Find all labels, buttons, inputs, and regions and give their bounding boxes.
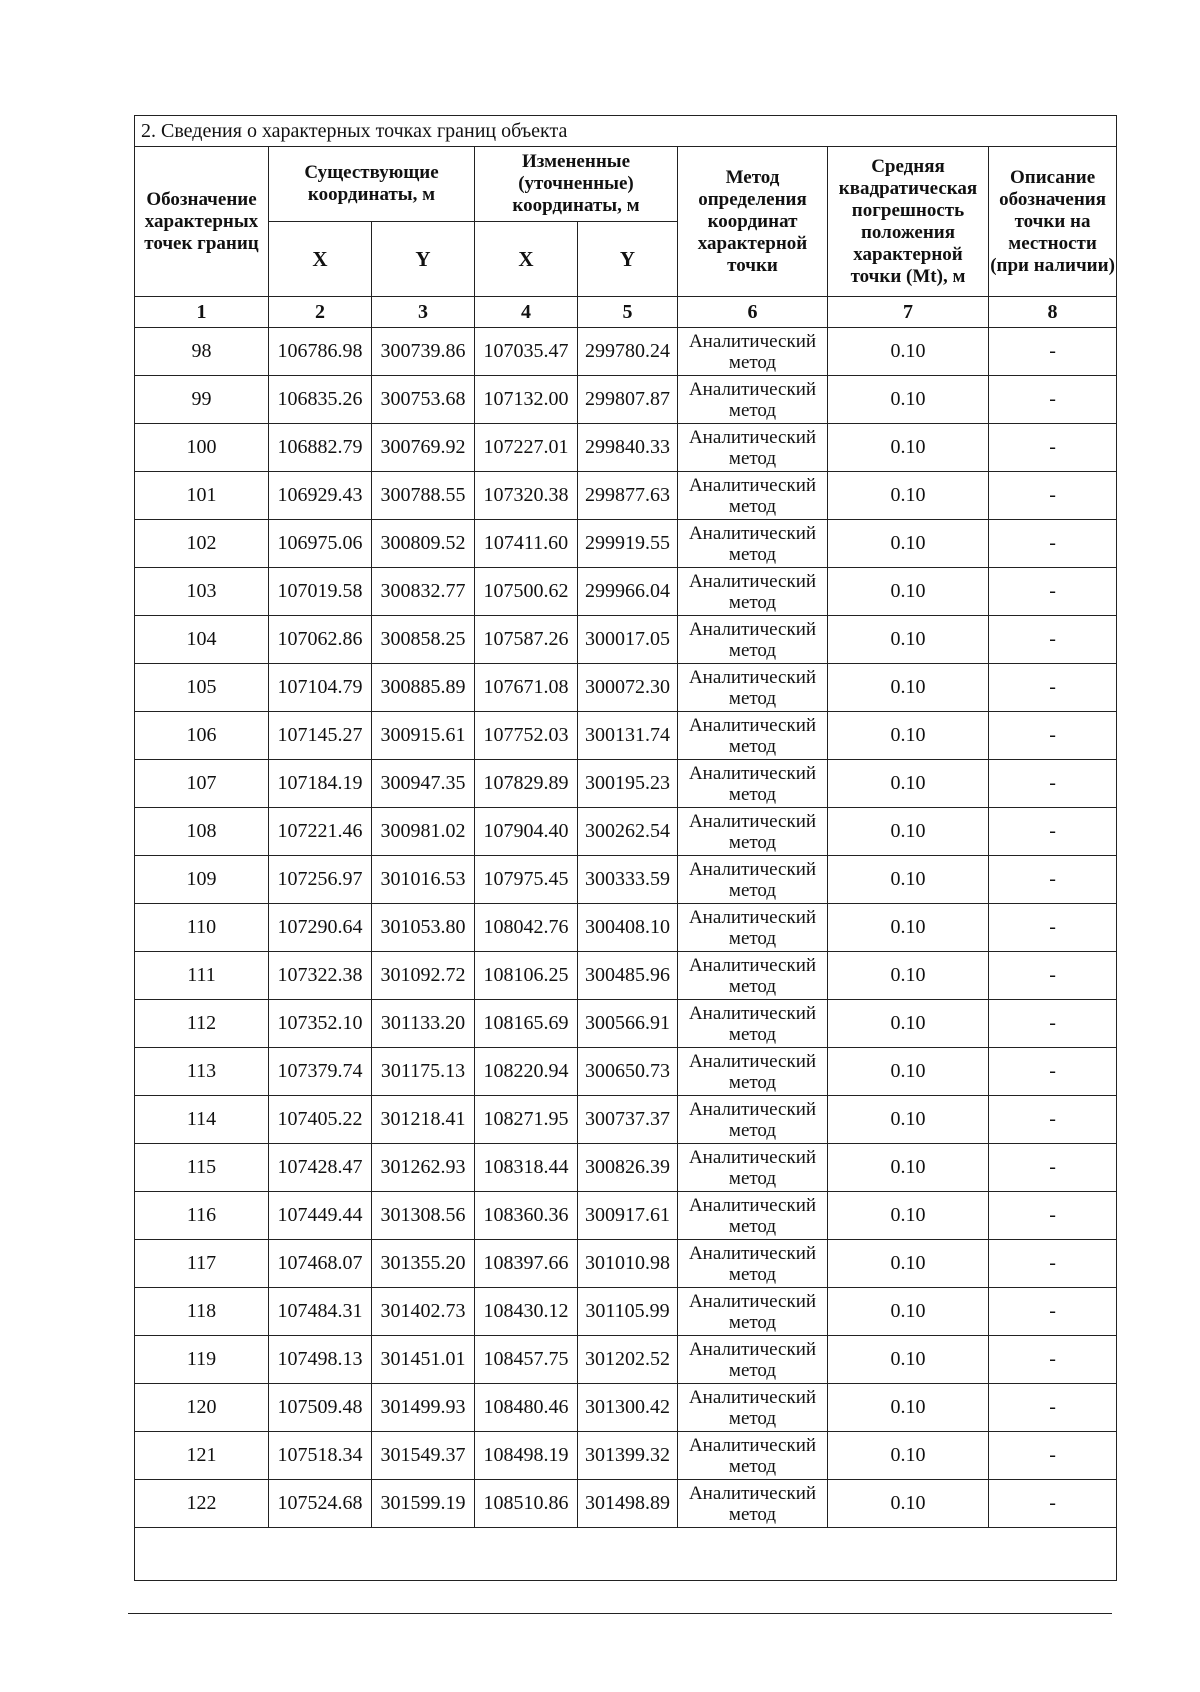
- rms-error-cell: 0.10: [828, 328, 989, 376]
- header-method: Метод определения координат характерной точки: [678, 147, 828, 297]
- changed-y-cell: 299807.87: [578, 376, 678, 424]
- changed-x-cell: 108510.86: [475, 1480, 578, 1528]
- column-number: 4: [475, 297, 578, 328]
- changed-x-cell: 108165.69: [475, 1000, 578, 1048]
- column-number: 8: [989, 297, 1117, 328]
- section-title: 2. Сведения о характерных точках границ объекта: [135, 116, 1117, 147]
- changed-y-cell: 299780.24: [578, 328, 678, 376]
- point-number-cell: 118: [135, 1288, 269, 1336]
- existing-y-cell: 301599.19: [372, 1480, 475, 1528]
- existing-y-cell: 301218.41: [372, 1096, 475, 1144]
- table-row: [135, 1288, 1117, 1336]
- changed-y-cell: 301105.99: [578, 1288, 678, 1336]
- existing-x-cell: 107484.31: [269, 1288, 372, 1336]
- rms-error-cell: 0.10: [828, 712, 989, 760]
- changed-y-cell: 300262.54: [578, 808, 678, 856]
- existing-x-cell: 107104.79: [269, 664, 372, 712]
- rms-error-cell: 0.10: [828, 1288, 989, 1336]
- existing-y-cell: 301308.56: [372, 1192, 475, 1240]
- existing-y-cell: 300788.55: [372, 472, 475, 520]
- point-number-cell: 98: [135, 328, 269, 376]
- existing-x-cell: 106835.26: [269, 376, 372, 424]
- changed-y-cell: 299877.63: [578, 472, 678, 520]
- description-cell: -: [989, 1192, 1117, 1240]
- changed-x-cell: 108360.36: [475, 1192, 578, 1240]
- rms-error-cell: 0.10: [828, 1480, 989, 1528]
- changed-x-cell: 107500.62: [475, 568, 578, 616]
- point-number-cell: 106: [135, 712, 269, 760]
- point-number-cell: 119: [135, 1336, 269, 1384]
- changed-y-cell: 300650.73: [578, 1048, 678, 1096]
- header-rms-error: Средняя квадратическая погрешность положения характерной точки (Mt), м: [828, 147, 989, 297]
- existing-y-cell: 301549.37: [372, 1432, 475, 1480]
- point-number-cell: 102: [135, 520, 269, 568]
- changed-y-cell: 300408.10: [578, 904, 678, 952]
- existing-y-cell: 300832.77: [372, 568, 475, 616]
- description-cell: -: [989, 1432, 1117, 1480]
- existing-y-cell: 301402.73: [372, 1288, 475, 1336]
- rms-error-cell: 0.10: [828, 1240, 989, 1288]
- header-changed-coords: Измененные (уточненные) координаты, м: [475, 147, 678, 222]
- column-number: 6: [678, 297, 828, 328]
- footer-cell: [135, 1528, 1117, 1581]
- changed-x-cell: 107411.60: [475, 520, 578, 568]
- method-cell: Аналитический метод: [678, 376, 828, 424]
- existing-x-cell: 107518.34: [269, 1432, 372, 1480]
- existing-y-cell: 300885.89: [372, 664, 475, 712]
- existing-y-cell: 301016.53: [372, 856, 475, 904]
- existing-y-cell: 300947.35: [372, 760, 475, 808]
- description-cell: -: [989, 1240, 1117, 1288]
- point-number-cell: 122: [135, 1480, 269, 1528]
- description-cell: -: [989, 1384, 1117, 1432]
- existing-y-cell: 301499.93: [372, 1384, 475, 1432]
- table-row: [135, 520, 1117, 568]
- point-number-cell: 100: [135, 424, 269, 472]
- header-existing-x: X: [269, 222, 372, 297]
- description-cell: -: [989, 1048, 1117, 1096]
- changed-x-cell: 108457.75: [475, 1336, 578, 1384]
- table-body: [135, 328, 1117, 1528]
- header-description: Описание обозначения точки на местности (при наличии): [989, 147, 1117, 297]
- table-row: [135, 328, 1117, 376]
- existing-y-cell: 300753.68: [372, 376, 475, 424]
- changed-x-cell: 108220.94: [475, 1048, 578, 1096]
- footer-row: [135, 1528, 1117, 1581]
- method-cell: Аналитический метод: [678, 1480, 828, 1528]
- point-number-cell: 112: [135, 1000, 269, 1048]
- point-number-cell: 113: [135, 1048, 269, 1096]
- table-row: [135, 760, 1117, 808]
- method-cell: Аналитический метод: [678, 952, 828, 1000]
- description-cell: -: [989, 568, 1117, 616]
- existing-x-cell: 107290.64: [269, 904, 372, 952]
- changed-x-cell: 108318.44: [475, 1144, 578, 1192]
- method-cell: Аналитический метод: [678, 760, 828, 808]
- existing-y-cell: 300858.25: [372, 616, 475, 664]
- points-table: [134, 115, 1117, 1581]
- existing-y-cell: 301053.80: [372, 904, 475, 952]
- description-cell: -: [989, 1288, 1117, 1336]
- rms-error-cell: 0.10: [828, 1336, 989, 1384]
- header-point-designation: Обозначение характерных точек границ: [135, 147, 269, 297]
- rms-error-cell: 0.10: [828, 376, 989, 424]
- description-cell: -: [989, 472, 1117, 520]
- method-cell: Аналитический метод: [678, 1096, 828, 1144]
- point-number-cell: 99: [135, 376, 269, 424]
- method-cell: Аналитический метод: [678, 712, 828, 760]
- changed-y-cell: 300826.39: [578, 1144, 678, 1192]
- changed-y-cell: 299840.33: [578, 424, 678, 472]
- description-cell: -: [989, 1336, 1117, 1384]
- table-row: [135, 1048, 1117, 1096]
- existing-y-cell: 301133.20: [372, 1000, 475, 1048]
- description-cell: -: [989, 376, 1117, 424]
- point-number-cell: 108: [135, 808, 269, 856]
- point-number-cell: 104: [135, 616, 269, 664]
- existing-x-cell: 107524.68: [269, 1480, 372, 1528]
- rms-error-cell: 0.10: [828, 424, 989, 472]
- existing-x-cell: 107468.07: [269, 1240, 372, 1288]
- method-cell: Аналитический метод: [678, 1432, 828, 1480]
- table-row: [135, 808, 1117, 856]
- table-row: [135, 424, 1117, 472]
- method-cell: Аналитический метод: [678, 664, 828, 712]
- method-cell: Аналитический метод: [678, 904, 828, 952]
- description-cell: -: [989, 328, 1117, 376]
- changed-y-cell: 301010.98: [578, 1240, 678, 1288]
- existing-y-cell: 301451.01: [372, 1336, 475, 1384]
- existing-y-cell: 300809.52: [372, 520, 475, 568]
- existing-x-cell: 107509.48: [269, 1384, 372, 1432]
- rms-error-cell: 0.10: [828, 856, 989, 904]
- description-cell: -: [989, 616, 1117, 664]
- rms-error-cell: 0.10: [828, 520, 989, 568]
- description-cell: -: [989, 1480, 1117, 1528]
- existing-y-cell: 301092.72: [372, 952, 475, 1000]
- rms-error-cell: 0.10: [828, 1096, 989, 1144]
- description-cell: -: [989, 664, 1117, 712]
- table-row: [135, 1480, 1117, 1528]
- table-row: [135, 712, 1117, 760]
- existing-y-cell: 301262.93: [372, 1144, 475, 1192]
- description-cell: -: [989, 904, 1117, 952]
- rms-error-cell: 0.10: [828, 1000, 989, 1048]
- table-row: [135, 1192, 1117, 1240]
- method-cell: Аналитический метод: [678, 1288, 828, 1336]
- table-row: [135, 1384, 1117, 1432]
- point-number-cell: 105: [135, 664, 269, 712]
- table-row: [135, 1240, 1117, 1288]
- caption-row: [135, 116, 1117, 147]
- table-row: [135, 1336, 1117, 1384]
- table-row: [135, 1432, 1117, 1480]
- point-number-cell: 101: [135, 472, 269, 520]
- changed-x-cell: 107829.89: [475, 760, 578, 808]
- existing-x-cell: 106882.79: [269, 424, 372, 472]
- point-number-cell: 110: [135, 904, 269, 952]
- description-cell: -: [989, 760, 1117, 808]
- changed-x-cell: 107320.38: [475, 472, 578, 520]
- table-row: [135, 856, 1117, 904]
- table-row: [135, 472, 1117, 520]
- changed-y-cell: 299966.04: [578, 568, 678, 616]
- changed-x-cell: 108042.76: [475, 904, 578, 952]
- method-cell: Аналитический метод: [678, 808, 828, 856]
- changed-y-cell: 300917.61: [578, 1192, 678, 1240]
- changed-x-cell: 107671.08: [475, 664, 578, 712]
- method-cell: Аналитический метод: [678, 856, 828, 904]
- changed-y-cell: 300195.23: [578, 760, 678, 808]
- changed-x-cell: 108106.25: [475, 952, 578, 1000]
- bottom-divider: [128, 1613, 1112, 1614]
- method-cell: Аналитический метод: [678, 1144, 828, 1192]
- point-number-cell: 117: [135, 1240, 269, 1288]
- existing-y-cell: 300981.02: [372, 808, 475, 856]
- point-number-cell: 120: [135, 1384, 269, 1432]
- rms-error-cell: 0.10: [828, 1144, 989, 1192]
- existing-x-cell: 107449.44: [269, 1192, 372, 1240]
- changed-y-cell: 300017.05: [578, 616, 678, 664]
- existing-x-cell: 106786.98: [269, 328, 372, 376]
- changed-y-cell: 301300.42: [578, 1384, 678, 1432]
- existing-x-cell: 106975.06: [269, 520, 372, 568]
- header-row-top: [135, 147, 1117, 222]
- header-existing-y: Y: [372, 222, 475, 297]
- rms-error-cell: 0.10: [828, 808, 989, 856]
- method-cell: Аналитический метод: [678, 1000, 828, 1048]
- table-row: [135, 952, 1117, 1000]
- changed-x-cell: 108480.46: [475, 1384, 578, 1432]
- changed-y-cell: 301399.32: [578, 1432, 678, 1480]
- description-cell: -: [989, 1000, 1117, 1048]
- table-row: [135, 664, 1117, 712]
- rms-error-cell: 0.10: [828, 1048, 989, 1096]
- existing-y-cell: 300915.61: [372, 712, 475, 760]
- changed-y-cell: 299919.55: [578, 520, 678, 568]
- changed-y-cell: 300485.96: [578, 952, 678, 1000]
- changed-x-cell: 107587.26: [475, 616, 578, 664]
- existing-x-cell: 107062.86: [269, 616, 372, 664]
- rms-error-cell: 0.10: [828, 760, 989, 808]
- point-number-cell: 114: [135, 1096, 269, 1144]
- existing-x-cell: 107379.74: [269, 1048, 372, 1096]
- existing-x-cell: 107428.47: [269, 1144, 372, 1192]
- existing-y-cell: 301355.20: [372, 1240, 475, 1288]
- rms-error-cell: 0.10: [828, 568, 989, 616]
- changed-x-cell: 108397.66: [475, 1240, 578, 1288]
- existing-y-cell: 300739.86: [372, 328, 475, 376]
- table-row: [135, 568, 1117, 616]
- column-number: 2: [269, 297, 372, 328]
- column-number-row: [135, 297, 1117, 328]
- rms-error-cell: 0.10: [828, 1432, 989, 1480]
- rms-error-cell: 0.10: [828, 1384, 989, 1432]
- existing-y-cell: 301175.13: [372, 1048, 475, 1096]
- column-number: 5: [578, 297, 678, 328]
- rms-error-cell: 0.10: [828, 472, 989, 520]
- header-changed-y: Y: [578, 222, 678, 297]
- method-cell: Аналитический метод: [678, 328, 828, 376]
- changed-x-cell: 108430.12: [475, 1288, 578, 1336]
- table-row: [135, 1000, 1117, 1048]
- header-changed-x: X: [475, 222, 578, 297]
- rms-error-cell: 0.10: [828, 952, 989, 1000]
- table-row: [135, 376, 1117, 424]
- table-row: [135, 904, 1117, 952]
- description-cell: -: [989, 952, 1117, 1000]
- column-number: 3: [372, 297, 475, 328]
- changed-x-cell: 107035.47: [475, 328, 578, 376]
- changed-x-cell: 107752.03: [475, 712, 578, 760]
- point-number-cell: 109: [135, 856, 269, 904]
- changed-x-cell: 108271.95: [475, 1096, 578, 1144]
- method-cell: Аналитический метод: [678, 1048, 828, 1096]
- rms-error-cell: 0.10: [828, 616, 989, 664]
- method-cell: Аналитический метод: [678, 424, 828, 472]
- existing-x-cell: 107256.97: [269, 856, 372, 904]
- existing-x-cell: 107019.58: [269, 568, 372, 616]
- method-cell: Аналитический метод: [678, 616, 828, 664]
- description-cell: -: [989, 1144, 1117, 1192]
- table-row: [135, 1096, 1117, 1144]
- point-number-cell: 115: [135, 1144, 269, 1192]
- rms-error-cell: 0.10: [828, 904, 989, 952]
- rms-error-cell: 0.10: [828, 1192, 989, 1240]
- description-cell: -: [989, 1096, 1117, 1144]
- existing-x-cell: 107221.46: [269, 808, 372, 856]
- column-number: 1: [135, 297, 269, 328]
- existing-x-cell: 107352.10: [269, 1000, 372, 1048]
- point-number-cell: 116: [135, 1192, 269, 1240]
- method-cell: Аналитический метод: [678, 1240, 828, 1288]
- existing-x-cell: 107405.22: [269, 1096, 372, 1144]
- changed-y-cell: 301202.52: [578, 1336, 678, 1384]
- table-row: [135, 1144, 1117, 1192]
- description-cell: -: [989, 712, 1117, 760]
- table-row: [135, 616, 1117, 664]
- point-number-cell: 111: [135, 952, 269, 1000]
- changed-x-cell: 107132.00: [475, 376, 578, 424]
- rms-error-cell: 0.10: [828, 664, 989, 712]
- existing-x-cell: 107498.13: [269, 1336, 372, 1384]
- description-cell: -: [989, 808, 1117, 856]
- changed-y-cell: 301498.89: [578, 1480, 678, 1528]
- method-cell: Аналитический метод: [678, 520, 828, 568]
- points-sheet: [134, 115, 1116, 1581]
- changed-y-cell: 300737.37: [578, 1096, 678, 1144]
- description-cell: -: [989, 856, 1117, 904]
- description-cell: -: [989, 424, 1117, 472]
- changed-y-cell: 300131.74: [578, 712, 678, 760]
- point-number-cell: 121: [135, 1432, 269, 1480]
- point-number-cell: 107: [135, 760, 269, 808]
- point-number-cell: 103: [135, 568, 269, 616]
- changed-x-cell: 107904.40: [475, 808, 578, 856]
- changed-y-cell: 300072.30: [578, 664, 678, 712]
- existing-y-cell: 300769.92: [372, 424, 475, 472]
- existing-x-cell: 107184.19: [269, 760, 372, 808]
- changed-y-cell: 300333.59: [578, 856, 678, 904]
- existing-x-cell: 107322.38: [269, 952, 372, 1000]
- method-cell: Аналитический метод: [678, 1336, 828, 1384]
- method-cell: Аналитический метод: [678, 472, 828, 520]
- changed-x-cell: 107975.45: [475, 856, 578, 904]
- changed-x-cell: 107227.01: [475, 424, 578, 472]
- changed-x-cell: 108498.19: [475, 1432, 578, 1480]
- description-cell: -: [989, 520, 1117, 568]
- column-number: 7: [828, 297, 989, 328]
- existing-x-cell: 106929.43: [269, 472, 372, 520]
- method-cell: Аналитический метод: [678, 1384, 828, 1432]
- existing-x-cell: 107145.27: [269, 712, 372, 760]
- header-existing-coords: Существующие координаты, м: [269, 147, 475, 222]
- method-cell: Аналитический метод: [678, 568, 828, 616]
- method-cell: Аналитический метод: [678, 1192, 828, 1240]
- changed-y-cell: 300566.91: [578, 1000, 678, 1048]
